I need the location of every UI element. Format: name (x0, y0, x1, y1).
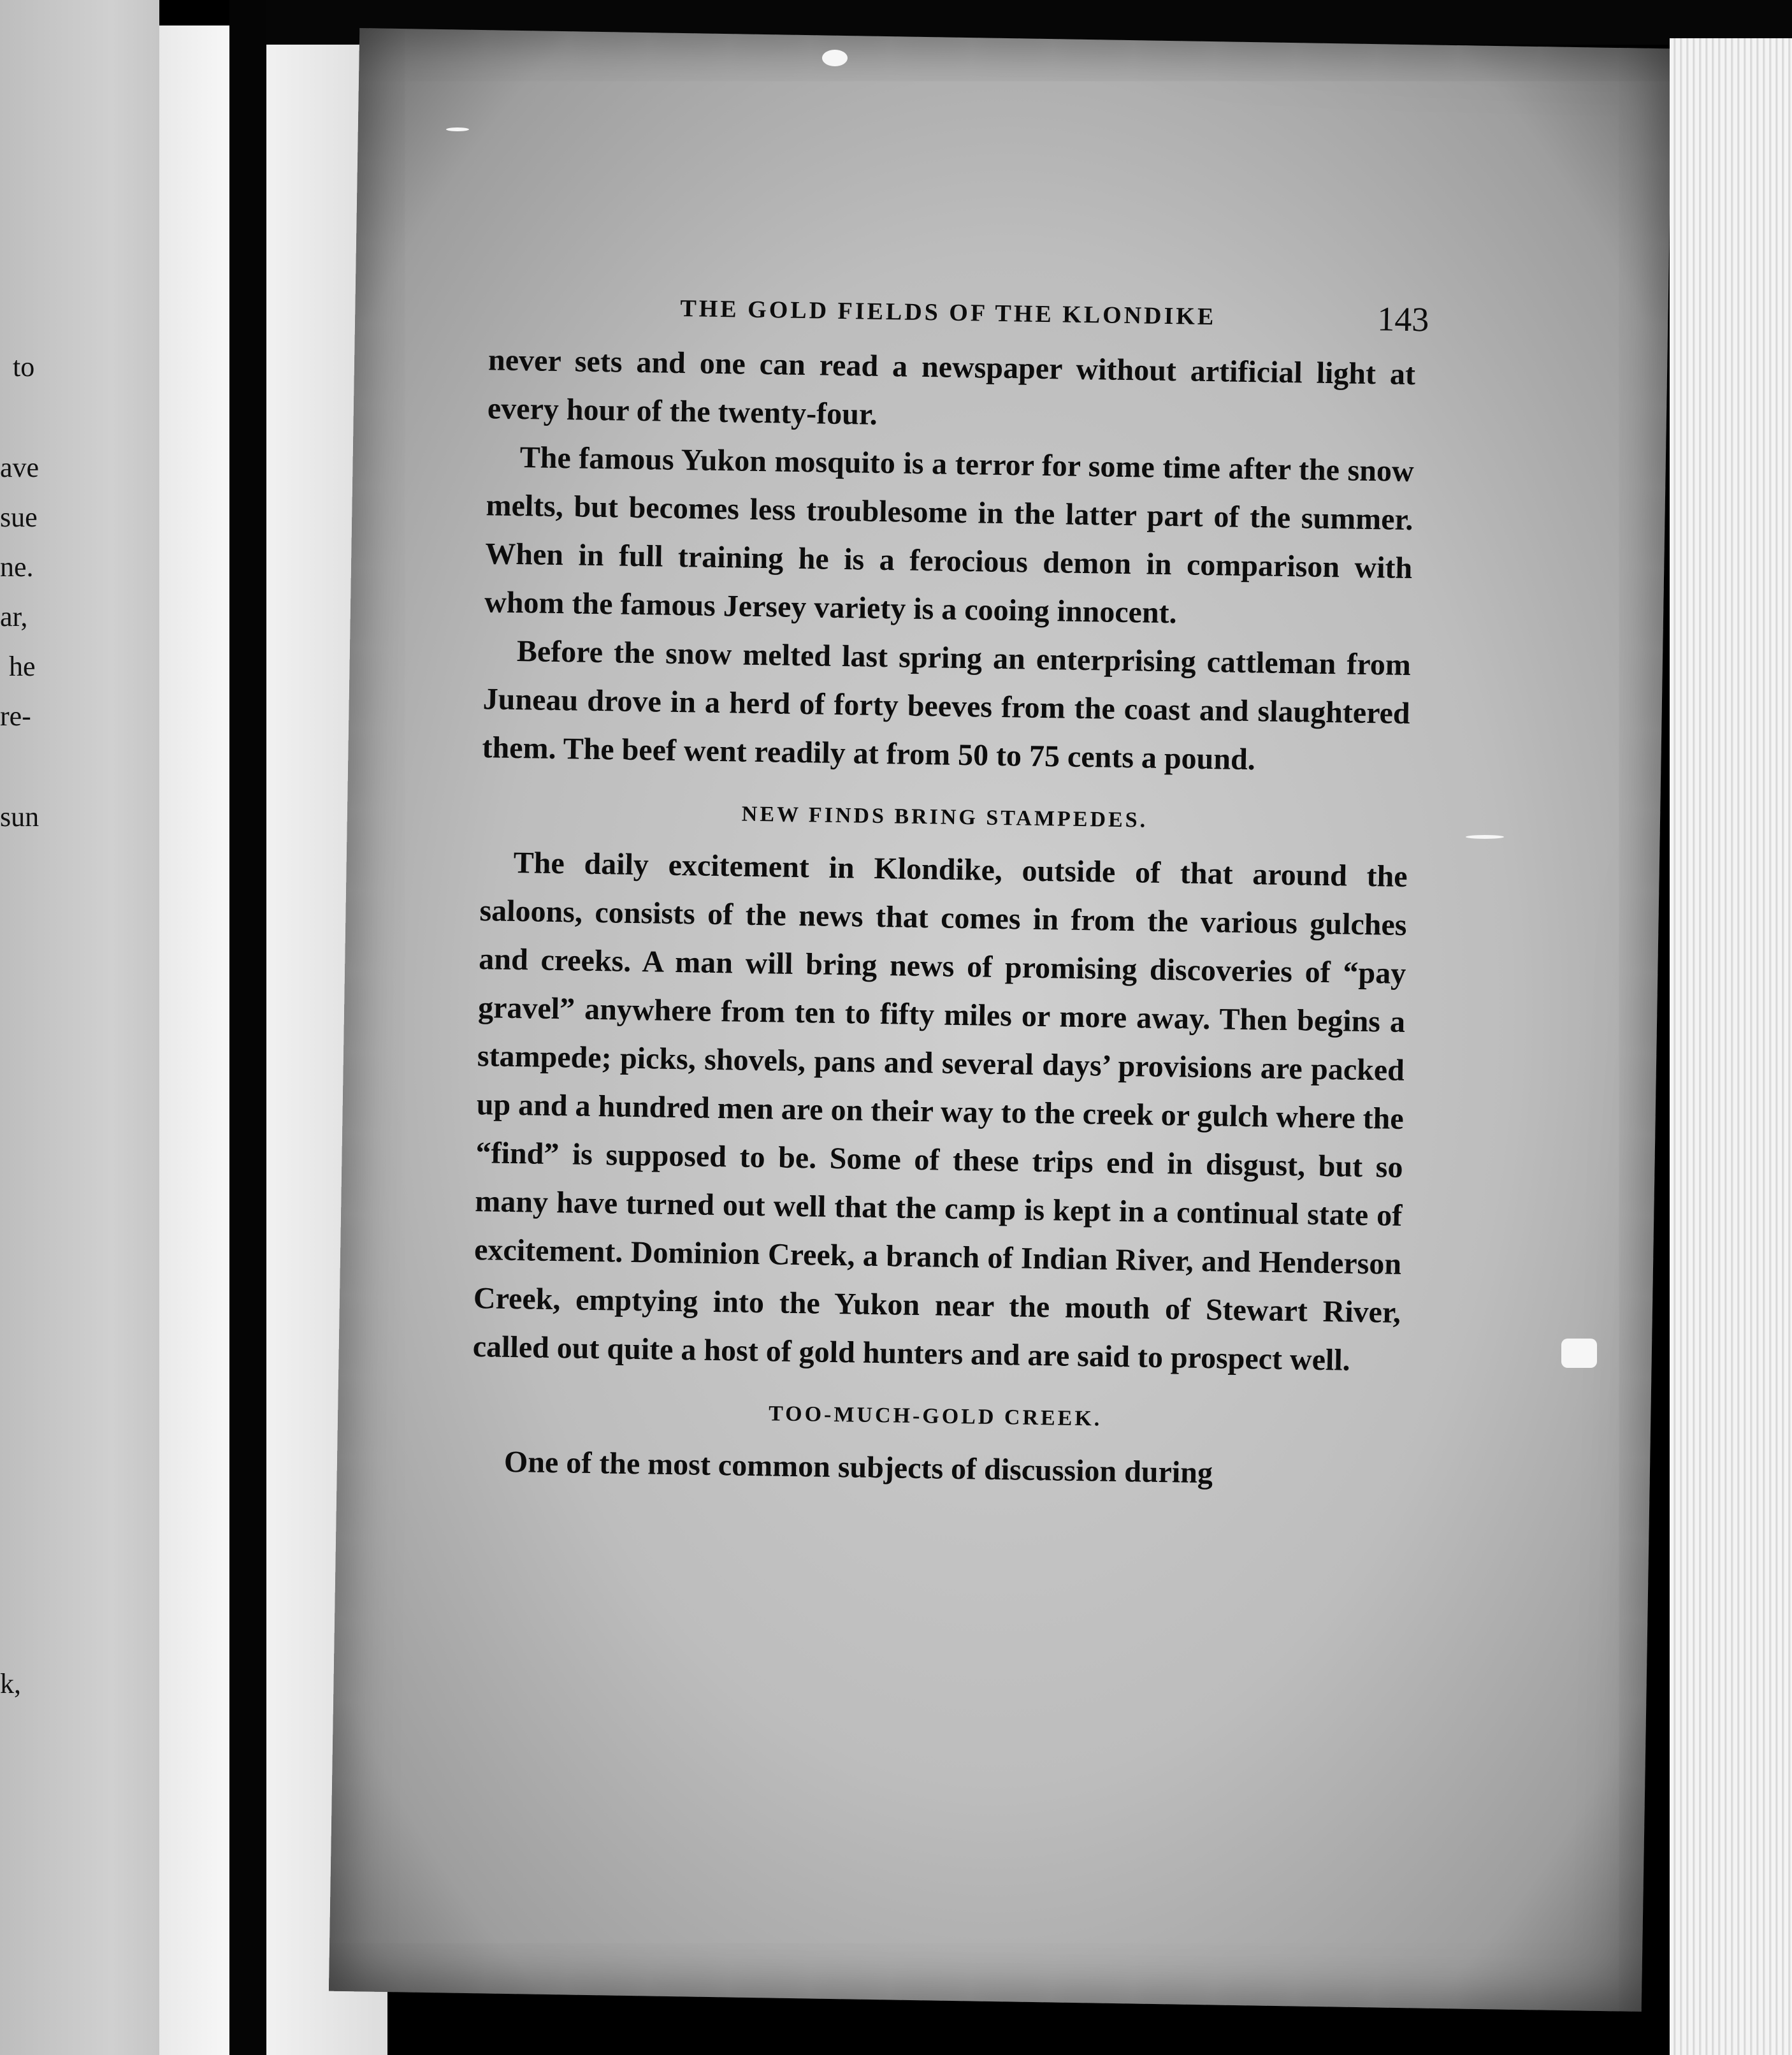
left-fragment: ave (0, 452, 40, 483)
left-facing-page (0, 0, 159, 2055)
left-fragment: sun (0, 801, 40, 832)
scan-speck (822, 50, 848, 66)
paragraph: The famous Yukon mosquito is a terror for some time after the snow melts, but becomes less troublesome in the latter part of the summer. When in full training he is a ferocious demon in comparison with whom the famous Jersey variety is a cooing innocent. (484, 440, 1415, 630)
paragraph: One of the most common subjects of discussion during (503, 1444, 1213, 1490)
left-fragment: sue (0, 502, 38, 533)
left-fragment: to (13, 351, 35, 382)
left-fragment: ne. (0, 551, 34, 583)
scan-speck (446, 127, 469, 131)
left-fragment: he (9, 651, 36, 682)
section-heading: TOO-MUCH-GOLD CREEK. (768, 1402, 1102, 1431)
left-fragment: re- (0, 701, 31, 732)
scan-speck (1561, 1339, 1597, 1368)
paragraph: Before the snow melted last spring an enterprising cattleman from Juneau drove in a herd of forty beeves from the coast and slaughtered them. The beef went readily at from 50 to 75 cents a pound. (482, 634, 1412, 777)
book-gutter (229, 0, 266, 2055)
running-title: THE GOLD FIELDS OF THE KLONDIKE (680, 294, 1217, 331)
page-block-edge (1670, 38, 1792, 2055)
section-heading: NEW FINDS BRING STAMPEDES. (741, 802, 1148, 832)
book-page (329, 28, 1672, 2012)
running-head (489, 266, 1429, 351)
left-fragment: k, (0, 1668, 21, 1699)
page-content (470, 266, 1429, 1500)
page-number: 143 (1377, 300, 1429, 339)
left-fragment: ar, (0, 601, 28, 632)
paragraph: never sets and one can read a newspaper without artificial light at every hour of the twenty-four. (487, 343, 1416, 432)
paragraph: The daily excitement in Klondike, outside of that around the saloons, consists of the news that comes in from the various gulches and creeks. A man will bring news of promising discoveries of “pay gravel” anywhere from ten to fifty miles or more away. Then begins a stampede; picks, shovels, pans and several days’ provisions are packed up and a hundred men are on their way to the creek or gulch where the “find” is supposed to be. Some of these trips end in disgust, but so many have turned out well that the camp is kept in a continual state of excitement. Dominion Creek, a branch of Indian River, and Henderson Creek, emptying into the Yukon near the mouth of Stewart River, called out quite a host of gold hunters and are said to prospect well. (472, 845, 1408, 1377)
left-page-edge (159, 25, 229, 2055)
scan-speck (1466, 835, 1504, 839)
